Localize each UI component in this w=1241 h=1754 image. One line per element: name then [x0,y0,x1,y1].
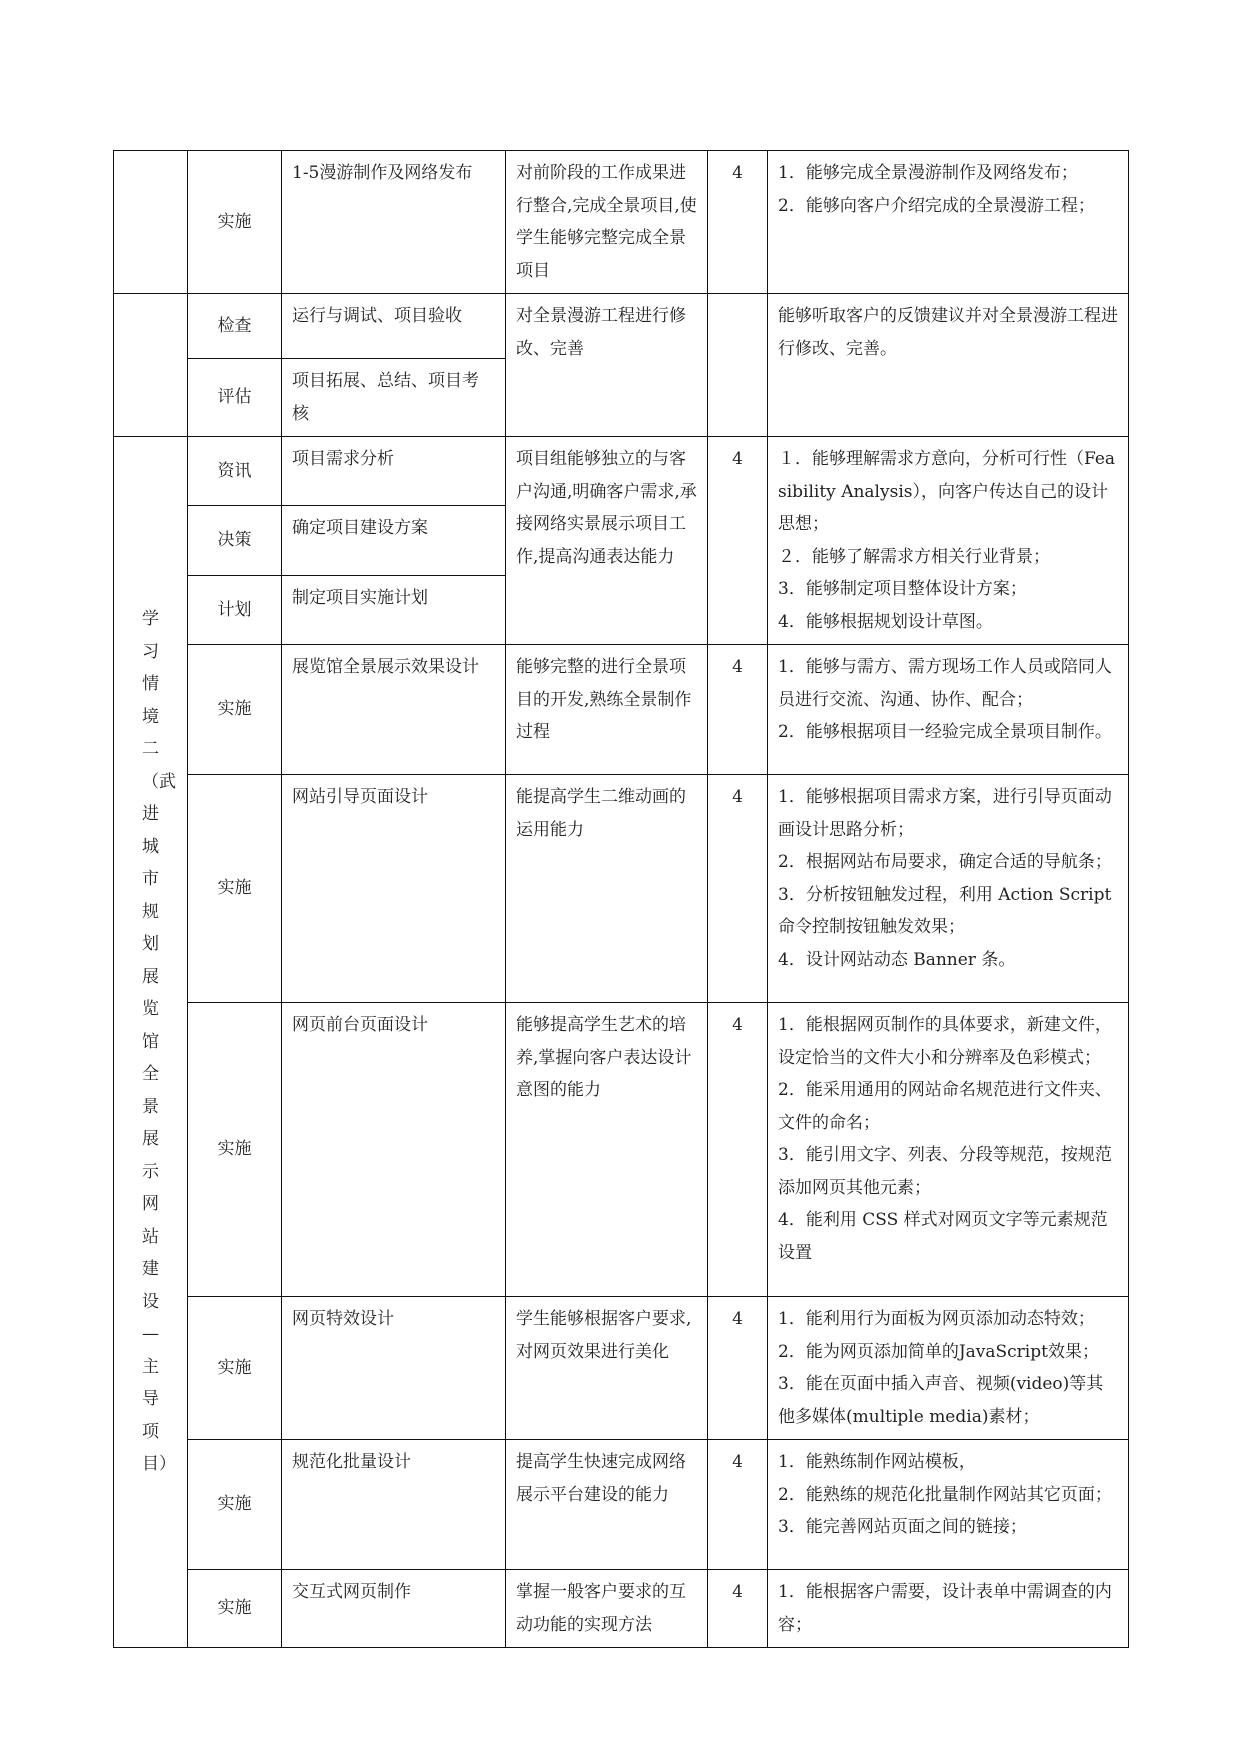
abilities-cell [768,1297,1129,1440]
goal-cell: 掌握一般客户要求的互动功能的实现方法 [506,1570,708,1648]
ability-line: 3．能够制定项目整体设计方案； [778,579,1027,599]
hours-cell: 4 [708,775,768,1003]
ability-line: 2．根据网站布局要求，确定合适的导航条； [778,852,1112,872]
phase-cell: 实施 [188,1440,282,1570]
table-row [114,151,1129,294]
table-row [114,1297,1129,1440]
task-cell: 确定项目建设方案 [282,506,506,575]
table-row [114,1003,1129,1297]
phase-cell: 实施 [188,775,282,1003]
ability-line: 2．能采用通用的网站命名规范进行文件夹、文件的命名； [778,1080,1112,1133]
abilities-cell [768,1570,1129,1648]
ability-line: 3．能完善网站页面之间的链接； [778,1517,1027,1537]
ability-line: 1．能够与需方、需方现场工作人员或陪同人员进行交流、沟通、协作、配合； [778,657,1112,710]
phase-cell: 实施 [188,1003,282,1297]
table-row [114,294,1129,359]
task-cell: 网页特效设计 [282,1297,506,1440]
ability-line: 4．能利用 CSS 样式对网页文字等元素规范设置 [778,1210,1108,1263]
ability-line: ２．能够了解需求方相关行业背景； [778,546,1050,567]
table-row [114,1570,1129,1648]
ability-line: １．能够理解需求方意向，分析可行性（Feasibility Analysis），向客户传达自己的设计思想； [778,449,1116,534]
phase-cell: 实施 [188,1297,282,1440]
ability-line: 3．分析按钮触发过程，利用 Action Script 命令控制按钮触发效果； [778,884,1112,937]
task-cell: 1-5漫游制作及网络发布 [282,151,506,294]
abilities-cell [768,1003,1129,1297]
abilities-cell [768,151,1129,294]
ability-line: 2．能熟练的规范化批量制作网站其它页面； [778,1484,1112,1505]
goal-cell: 能提高学生二维动画的运用能力 [506,775,708,1003]
ability-line: 2．能够根据项目一经验完成全景项目制作。 [778,722,1112,742]
ability-line: 1．能根据网页制作的具体要求，新建文件，设定恰当的文件大小和分辨率及色彩模式； [778,1015,1112,1068]
course-plan-table [113,150,1129,1648]
abilities-cell [768,645,1129,775]
goal-cell: 对全景漫游工程进行修改、完善 [506,294,708,437]
ability-line: 3．能引用文字、列表、分段等规范，按规范添加网页其他元素； [778,1145,1112,1198]
task-cell: 展览馆全景展示效果设计 [282,645,506,775]
abilities-cell [768,437,1129,645]
hours-cell: 4 [708,437,768,645]
hours-cell: 4 [708,151,768,294]
task-cell: 网站引导页面设计 [282,775,506,1003]
phase-cell: 检查 [188,294,282,359]
phase-cell: 实施 [188,151,282,294]
table-row [114,1440,1129,1570]
ability-line: 能够听取客户的反馈建议并对全景漫游工程进行修改、完善。 [778,306,1118,359]
task-cell: 规范化批量设计 [282,1440,506,1570]
situation-label: 学习情境二（武进城市规划展览馆全景展示网站建设—主导项目） [114,437,188,1648]
situation-cell-empty [114,151,188,294]
ability-line: 4．设计网站动态 Banner 条。 [778,949,1016,970]
phase-cell: 决策 [188,506,282,575]
hours-cell: 4 [708,1003,768,1297]
hours-cell: 4 [708,1297,768,1440]
ability-line: 1．能够根据项目需求方案，进行引导页面动画设计思路分析； [778,787,1112,840]
phase-cell: 实施 [188,645,282,775]
ability-line: 2．能为网页添加简单的JavaScript效果； [778,1341,1099,1362]
task-cell: 网页前台页面设计 [282,1003,506,1297]
goal-cell: 能够完整的进行全景项目的开发,熟练全景制作过程 [506,645,708,775]
goal-cell: 提高学生快速完成网络展示平台建设的能力 [506,1440,708,1570]
table-row [114,437,1129,506]
task-cell: 运行与调试、项目验收 [282,294,506,359]
ability-line: 1．能熟练制作网站模板， [778,1452,976,1472]
goal-cell: 能够提高学生艺术的培养,掌握向客户表达设计意图的能力 [506,1003,708,1297]
hours-cell [708,294,768,437]
ability-line: 1．能利用行为面板为网页添加动态特效； [778,1309,1095,1329]
task-cell: 交互式网页制作 [282,1570,506,1648]
abilities-cell [768,294,1129,437]
hours-cell: 4 [708,1570,768,1648]
ability-line: 1．能够完成全景漫游制作及网络发布； [778,163,1078,183]
phase-cell: 计划 [188,575,282,644]
ability-line: 3．能在页面中插入声音、视频(video)等其他多媒体(multiple media)素材； [778,1374,1104,1427]
ability-line: 2．能够向客户介绍完成的全景漫游工程； [778,195,1095,216]
ability-line: 4．能够根据规划设计草图。 [778,611,993,632]
goal-cell: 学生能够根据客户要求,对网页效果进行美化 [506,1297,708,1440]
phase-cell: 资讯 [188,437,282,506]
abilities-cell [768,775,1129,1003]
goal-cell: 项目组能够独立的与客户沟通,明确客户需求,承接网络实景展示项目工作,提高沟通表达能力 [506,437,708,645]
table-row [114,645,1129,775]
task-cell: 制定项目实施计划 [282,575,506,644]
abilities-cell [768,1440,1129,1570]
table-row [114,775,1129,1003]
goal-cell: 对前阶段的工作成果进行整合,完成全景项目,使学生能够完整完成全景项目 [506,151,708,294]
ability-line: 1．能根据客户需要，设计表单中需调查的内容； [778,1582,1112,1635]
situation-cell-empty [114,294,188,437]
hours-cell: 4 [708,645,768,775]
phase-cell: 评估 [188,359,282,437]
task-cell: 项目需求分析 [282,437,506,506]
task-cell: 项目拓展、总结、项目考核 [282,359,506,437]
phase-cell: 实施 [188,1570,282,1648]
hours-cell: 4 [708,1440,768,1570]
